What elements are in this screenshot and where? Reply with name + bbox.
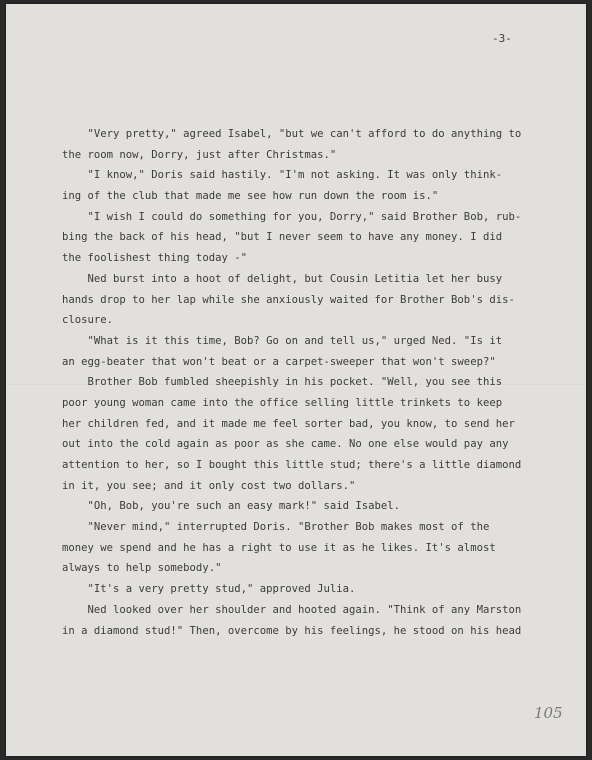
text-line: in it, you see; and it only cost two dollars." — [62, 479, 356, 492]
text-line: poor young woman came into the office selling little trinkets to keep — [62, 396, 503, 409]
text-line: "What is it this time, Bob? Go on and tell us," urged Ned. "Is it — [62, 334, 503, 347]
handwritten-folio-number: 105 — [534, 704, 563, 722]
text-line: closure. — [62, 314, 114, 327]
text-line: "Oh, Bob, you're such an easy mark!" said Isabel. — [62, 500, 401, 513]
text-line: bing the back of his head, "but I never seem to have any money. I did — [62, 231, 503, 244]
page-number: -3- — [492, 32, 512, 45]
text-line: out into the cold again as poor as she came. No one else would pay any — [62, 438, 509, 451]
text-line: in a diamond stud!" Then, overcome by his feelings, he stood on his head — [62, 624, 522, 637]
body-text — [62, 124, 562, 641]
text-line: "It's a very pretty stud," approved Julia. — [62, 583, 356, 596]
text-line: hands drop to her lap while she anxiously waited for Brother Bob's dis- — [62, 293, 515, 306]
text-line: the foolishest thing today -" — [62, 252, 247, 265]
typescript-page — [6, 4, 586, 756]
text-line: Ned burst into a hoot of delight, but Cousin Letitia let her busy — [62, 272, 503, 285]
text-line: ing of the club that made me see how run down the room is." — [62, 190, 439, 203]
text-line: attention to her, so I bought this little stud; there's a little diamond — [62, 459, 522, 471]
text-line: always to help somebody." — [62, 562, 222, 575]
text-line: "I wish I could do something for you, Dorry," said Brother Bob, rub- — [62, 210, 522, 223]
text-line: Ned looked over her shoulder and hooted again. "Think of any Marston — [62, 603, 522, 616]
text-line: an egg-beater that won't beat or a carpet-sweeper that won't sweep?" — [62, 355, 496, 368]
text-line: money we spend and he has a right to use it as he likes. It's almost — [62, 541, 496, 554]
text-line: her children fed, and it made me feel sorter bad, you know, to send her — [62, 417, 515, 430]
text-line: the room now, Dorry, just after Christmas." — [62, 148, 337, 161]
text-line: "Very pretty," agreed Isabel, "but we can't afford to do anything to — [62, 128, 522, 140]
text-line: Brother Bob fumbled sheepishly in his pocket. "Well, you see this — [62, 376, 503, 389]
text-line: "I know," Doris said hastily. "I'm not asking. It was only think- — [62, 169, 503, 182]
text-line: "Never mind," interrupted Doris. "Brother Bob makes most of the — [62, 521, 490, 534]
